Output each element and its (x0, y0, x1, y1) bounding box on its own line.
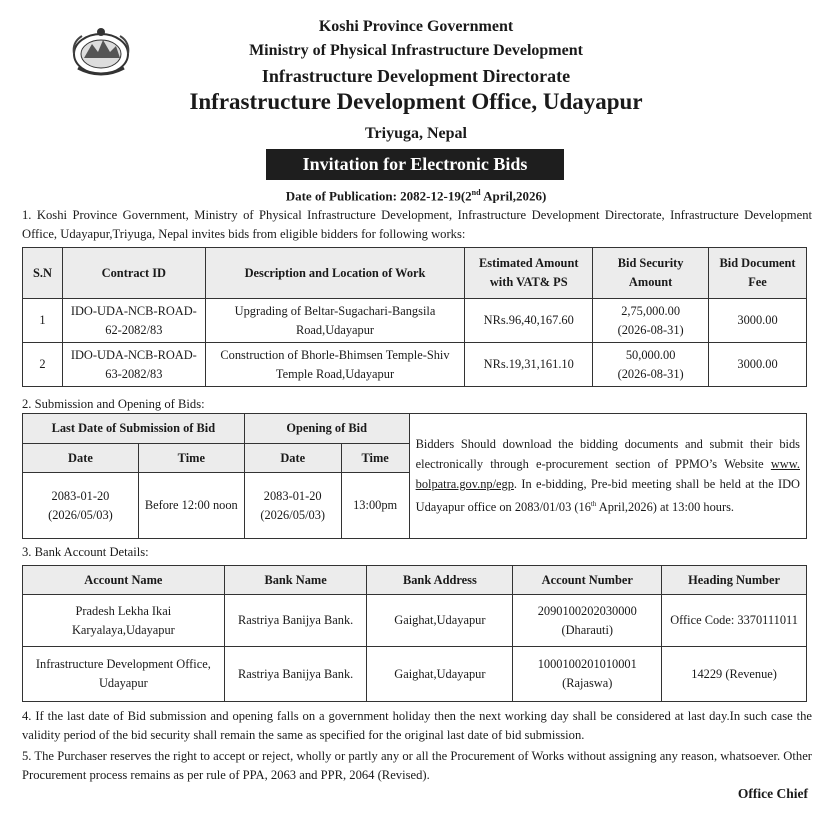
col-header-opening-date: Date (244, 444, 341, 473)
group-header-opening: Opening of Bid (244, 414, 409, 444)
account-number: 1000100201010001 (537, 657, 637, 671)
signoff: Office Chief (737, 786, 808, 801)
security-date: (2026-08-31) (617, 366, 684, 381)
header-line-province: Koshi Province Government (318, 18, 514, 35)
egp-website-link[interactable]: www. bolpatra.gov.np/egp (415, 457, 800, 492)
cell-sn: 1 (23, 299, 63, 343)
cell-opening-time: 13:00pm (341, 473, 409, 539)
section-2-text: 2. Submission and Opening of Bids: (22, 397, 205, 411)
col-header-security: Bid Security Amount (593, 248, 709, 299)
table-row (23, 343, 807, 387)
bank-table (22, 565, 807, 702)
header-line-office: Infrastructure Development Office, Udayapur (189, 89, 643, 114)
section-3-text: 3. Bank Account Details: (22, 545, 149, 559)
section-1-text: 1. Koshi Province Government, Ministry of Physical Infrastructure Development, Infrastructure Development Directorate, Infrastructure Development Office, Udayapur,Triyuga, Nepal invites bids from eligible bidders for following works: (22, 208, 812, 241)
security-date: (2026-08-31) (617, 322, 684, 337)
account-number: 2090100202030000 (537, 603, 637, 618)
cell-account-name: Infrastructure Development Office, Udayapur (23, 647, 225, 702)
cell-contract-id: IDO-UDA-NCB-ROAD-63-2082/83 (62, 343, 205, 387)
col-header-heading-number: Heading Number (662, 566, 807, 595)
header-line-directorate: Infrastructure Development Directorate (261, 66, 571, 86)
cell-account-number (513, 647, 662, 702)
col-header-contract-id: Contract ID (62, 248, 205, 299)
table-row (23, 647, 807, 702)
cell-estimate: NRs.19,31,161.10 (465, 343, 593, 387)
header-location: Triyuga, Nepal (365, 125, 467, 142)
cell-fee: 3000.00 (709, 343, 807, 387)
cell-bank-address: Gaighat,Udayapur (367, 647, 513, 702)
account-type: (Rajaswa) (562, 676, 613, 690)
col-header-account-name: Account Name (23, 566, 225, 595)
cell-security (593, 343, 709, 387)
section-5-text: 5. The Purchaser reserves the right to accept or reject, wholly or partly any or all the Procurement of Works without assigning any reason, whatsoever. Other Procurement process remains as per rule of PPA, 2063 and PPR, 2064 (Revised). (22, 749, 812, 782)
opening-date-ad: (2026/05/03) (260, 507, 326, 522)
cell-account-number (513, 595, 662, 647)
notice-title: Invitation for Electronic Bids (266, 149, 564, 180)
security-amount: 50,000.00 (625, 347, 676, 362)
col-header-submission-date: Date (23, 444, 139, 473)
col-header-estimate: Estimated Amount with VAT& PS (465, 248, 593, 299)
col-header-bank-name: Bank Name (224, 566, 367, 595)
cell-fee: 3000.00 (709, 299, 807, 343)
cell-heading-number: 14229 (Revenue) (662, 647, 807, 702)
letterhead (0, 0, 832, 150)
cell-contract-id: IDO-UDA-NCB-ROAD-62-2082/83 (62, 299, 205, 343)
col-header-account-number: Account Number (513, 566, 662, 595)
col-header-description: Description and Location of Work (205, 248, 465, 299)
opening-date-bs: 2083-01-20 (263, 488, 322, 503)
cell-submission-time: Before 12:00 noon (138, 473, 244, 539)
group-header-submission: Last Date of Submission of Bid (23, 414, 245, 444)
submission-table (22, 413, 807, 539)
cell-bank-name: Rastriya Banijya Bank. (224, 647, 367, 702)
cell-estimate: NRs.96,40,167.60 (465, 299, 593, 343)
cell-opening-date (244, 473, 341, 539)
submission-date-bs: 2083-01-20 (51, 488, 110, 503)
works-table (22, 247, 807, 387)
cell-sn: 2 (23, 343, 63, 387)
col-header-sn: S.N (23, 248, 63, 299)
security-amount: 2,75,000.00 (621, 303, 681, 318)
section-4-text: 4. If the last date of Bid submission and opening falls on a government holiday then the next working day shall be considered at last day.In such case the validity period of the bid security shall remain the same as specified for the original last date of bid submission. (22, 709, 812, 742)
cell-bank-name: Rastriya Banijya Bank. (224, 595, 367, 647)
publication-date: Date of Publication: 2082-12-19(2nd April,2026) (285, 188, 547, 204)
account-type: (Dharauti) (561, 622, 614, 637)
cell-description: Construction of Bhorle-Bhimsen Temple-Shiv Temple Road,Udayapur (205, 343, 465, 387)
col-header-bank-address: Bank Address (367, 566, 513, 595)
submission-note: Bidders Should download the bidding documents and submit their bids electronically through e-procurement section of PPMO’s Website www. bolpatra.gov.np/egp. In e-bidding, Pre-bid meeting shall be held at the IDO Udayapur office on 2083/01/03 (16th April,2026) at 13:00 hours. (409, 414, 806, 539)
cell-heading-number: Office Code: 3370111011 (662, 595, 807, 647)
cell-security (593, 299, 709, 343)
table-row (23, 595, 807, 647)
col-header-fee: Bid Document Fee (709, 248, 807, 299)
col-header-opening-time: Time (341, 444, 409, 473)
cell-submission-date (23, 473, 139, 539)
cell-account-name: Pradesh Lekha Ikai Karyalaya,Udayapur (23, 595, 225, 647)
cell-bank-address: Gaighat,Udayapur (367, 595, 513, 647)
cell-description: Upgrading of Beltar-Sugachari-Bangsila Road,Udayapur (205, 299, 465, 343)
table-row (23, 299, 807, 343)
header-line-ministry: Ministry of Physical Infrastructure Development (249, 42, 583, 59)
col-header-submission-time: Time (138, 444, 244, 473)
submission-date-ad: (2026/05/03) (48, 507, 113, 522)
